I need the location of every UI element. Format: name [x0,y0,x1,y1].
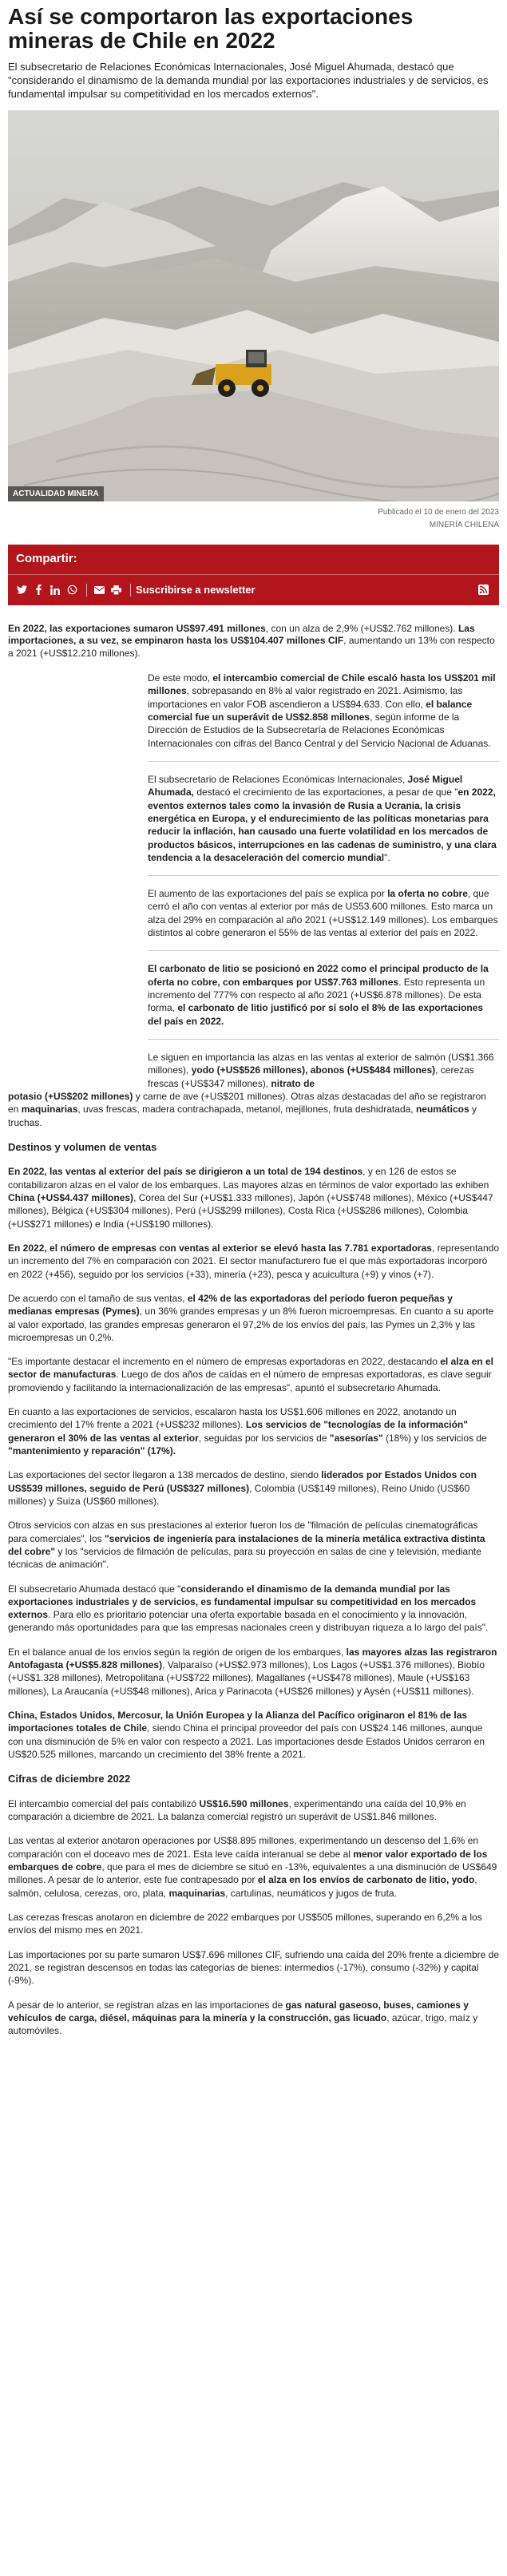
divider [148,761,499,762]
twitter-icon[interactable] [14,583,29,597]
share-toolbar [8,575,499,605]
body-column-block [8,672,499,1090]
image-caption: ACTUALIDAD MINERA [8,486,104,502]
toolbar-separator [86,584,87,596]
paragraph: potasio (+US$202 millones) y carne de ave (+US$201 millones). Otras alzas destacadas del año se registraron en maquinarias, uvas frescas, madera contrachapada, metanol, mejillones, fruta deshidratada, neumáticos y truchas. [8,1090,486,1128]
paragraph: El subsecretario de Relaciones Económicas Internacionales, José Miguel Ahumada, destacó el crecimiento de las exportaciones, a pesar de que "en 2022, eventos externos tales como la invasión de Rusia a Ucrania, la crisis energética en Europa, y el endurecimiento de las políticas monetarias para reducir la inflación, han causado una fuerte volatilidad en los mercados de productos básicos, interrupciones en las cadenas de suministro, y una clara tendencia a la desaceleración del comercio mundial". [148,773,497,863]
share-title: Compartir: [8,545,499,574]
section-heading: Destinos y volumen de ventas [8,1140,157,1153]
paragraph: En 2022, las ventas al exterior del país se dirigieron a un total de 194 destinos, y en 126 de estos se contabilizaron alzas en el valor de los embarques. Las mayores alzas en términos de valor exportado las exhiben China (+US$4.437 millones), Corea del Sur (+US$1.333 millones), Japón (+US$748 millones), México (+US$447 millones), Bélgica (+US$304 millones), Perú (+US$299 millones), Costa Rica (+US$286 millones), Colombia (+US$271 millones) e India (+US$190 millones). [8,1166,493,1230]
article-lede: El subsecretario de Relaciones Económicas Internacionales, José Miguel Ahumada, destacó que "considerando el dinamismo de la demanda mundial por las exportaciones industriales y de servicios, es fundamental impulsar su competitividad en los mercados externos". [8,61,489,100]
toolbar-separator [130,584,131,596]
paragraph: "Es importante destacar el incremento en el número de empresas exportadoras en 2022, destacando el alza en el sector de manufacturas. Luego de dos años de caídas en el número de empresas exportadoras, es clave seguir promoviendo y facilitando la internacionalización de las empresas", apuntó el subsecretario Ahumada. [8,1356,493,1393]
mining-landscape-image [8,110,499,501]
paragraph: En el balance anual de los envíos según la región de origen de los embarques, las mayores alzas las registraron Antofagasta (+US$5.828 millones), Valparaíso (+US$2.973 millones), Los Lagos (+US$1.376 millones), Biobío (+US$1.328 millones), Metropolitana (+US$722 millones), Magallanes (+US$478 millones), Maule (+US$163 millones), La Araucanía (+US$48 millones), Arica y Parinacota (+US$26 millones) y Aysén (+US$11 millones). [8,1646,497,1697]
print-icon[interactable] [109,583,123,597]
subscribe-newsletter-link[interactable]: Suscribirse a newsletter [136,583,255,596]
whatsapp-icon[interactable] [65,583,79,597]
source-label: MINERÍA CHILENA [429,521,499,530]
publish-date: Publicado el 10 de enero del 2023 [378,508,499,517]
column-spacer [8,672,148,1090]
paragraph: El aumento de las exportaciones del país se explica por la oferta no cobre, que cerró el año con ventas al exterior por más de US53.600 millones. Esto marca un alza del 29% en comparación al año 2021 (+US$12.149 millones). Los embarques distintos al cobre generaron el 55% de las ventas al exterior del país en 2022. [148,888,498,939]
paragraph: Las importaciones por su parte sumaron US$7.696 millones CIF, sufriendo una caída del 20% frente a diciembre de 2021, se registran descensos en todas las categorías de bienes: intermedios (-17%), consumo (-32%) y capital (-9%). [8,1948,500,1987]
section-heading: Cifras de diciembre 2022 [8,1773,131,1785]
facebook-icon[interactable] [31,583,46,597]
paragraph: Las exportaciones del sector llegaron a 138 mercados de destino, siendo liderados por Estados Unidos con US$539 millones, seguido de Perú (US$327 millones), Colombia (US$149 millones), Reino Unido (US$60 millones) y Suiza (US$60 millones). [8,1469,477,1507]
linkedin-icon[interactable] [48,583,62,597]
paragraph: El subsecretario Ahumada destacó que "considerando el dinamismo de la demanda mundial por las exportaciones industriales y de servicios, es fundamental impulsar su competitividad en los mercados externos. Para ello es prioritario potenciar una oferta exportable basada en el conocimiento y la innovación, generando más oportunidades para que las empresas nacionales creen y distribuyan riqueza a lo largo del país". [8,1583,489,1634]
share-panel [8,545,499,604]
paragraph: El carbonato de litio se posicionó en 2022 como el principal producto de la oferta no cobre, con embarques por US$7.763 millones. Esto representa un incremento del 777% con respecto al año 2021 (+US$6.878 millones). De esta forma, el carbonato de litio justificó por sí solo el 8% de las exportaciones del país en 2022. [148,963,489,1027]
article-body [8,1090,499,2038]
paragraph: De este modo, el intercambio comercial de Chile escaló hasta los US$201 mil millones, sobrepasando en 8% al valor registrado en 2021. Asimismo, las importaciones en valor FOB ascendieron a US$94.633. Con ello, el balance comercial fue un superávit de US$2.858 millones, según informe de la Dirección de Estudios de la Subsecretaría de Relaciones Económicas Internacionales con cifras del Banco Central y del Servicio Nacional de Aduanas. [148,672,496,749]
rss-icon[interactable] [476,583,490,597]
paragraph: En 2022, el número de empresas con ventas al exterior se elevó hasta las 7.781 exportadoras, representando un incremento del 7% en comparación con 2021. El sector manufacturero fue el que más exportadoras incorporó en 2022 (+456), seguido por los servicios (+33), minería (+23), pesca y acuicultura (+9) y vinos (+7). [8,1242,499,1280]
paragraph: Las cerezas frescas anotaron en diciembre de 2022 embarques por US$505 millones, superando en 6,2% a los envíos del mismo mes en 2021. [8,1911,482,1936]
paragraph: En cuanto a las exportaciones de servicios, escalaron hasta los US$1.606 millones en 2022, anotando un crecimiento del 17% frente a 2021 (+US$232 millones). Los servicios de "tecnologías de la información" generaron el 30% de las ventas al exterior, seguidas por los servicios de "asesorías" (18%) y los servicios de "mantenimiento y reparación" (17%). [8,1406,487,1456]
paragraph: A pesar de lo anterior, se registran alzas en las importaciones de gas natural gaseoso, buses, camiones y vehículos de carga, diésel, máquinas para la minería y la construcción, gas licuado, azúcar, trigo, maíz y automóviles. [8,1999,478,2037]
paragraph: El intercambio comercial del país contabilizó US$16.590 millones, experimentando una caída del 10,9% en comparación a diciembre de 2021. La balanza comercial registró un superávit de US$1.846 millones. [8,1797,466,1823]
article-photo [8,110,499,501]
divider [148,950,499,951]
paragraph: Le siguen en importancia las alzas en las ventas al exterior de salmón (US$1.366 millones), yodo (+US$526 millones), abonos (+US$484 millones), cerezas frescas (+US$347 millones), nitrato de [148,1051,494,1089]
paragraph: De acuerdo con el tamaño de sus ventas, el 42% de las exportadoras del período fueron pequeñas y medianas empresas (Pymes), un 36% grandes empresas y un 8% fueron microempresas. En cuanto a su aporte al valor exportado, las grandes empresas generaron el 97,2% de los envíos del país, las Pymes un 2,3% y las microempresas un 0,2%. [8,1292,494,1343]
paragraph: China, Estados Unidos, Mercosur, la Unión Europea y la Alianza del Pacífico originaron el 81% de las importaciones totales de Chile, siendo China el principal proveedor del país con US$24.146 millones, aunque con una disminución de 5% en valor con respecto a 2021. Las importaciones desde Estados Unidos cerraron en US$20.525 millones, marcando un crecimiento del 38% frente a 2021. [8,1710,485,1760]
email-icon[interactable] [92,583,106,597]
body-column [148,672,499,1090]
divider [148,1039,499,1040]
paragraph: Otros servicios con alzas en sus prestaciones al exterior fueron los de "filmación de películas cinematográficas para comerciales", los "servicios de ingeniería para instalaciones de la minería metálica extractiva distinta del cobre" y los "servicios de filmación de películas, para su proyección en salas de cine y televisión, mediante técnicas de animación". [8,1520,485,1571]
paragraph: Las ventas al exterior anotaron operaciones por US$8.895 millones, experimentando un descenso del 1,6% en comparación con el doceavo mes de 2021. Esta leve caída interanual se debe al menor valor exportado de los embarques de cobre, que para el mes de diciembre se situó en -13%, equivalentes a una disminución de US$649 millones. A pesar de lo anterior, este fue contrapesado por el alza en los envíos de carbonato de litio, yodo, salmón, celulosa, cerezas, oro, plata, maquinarias, cartulinas, neumáticos y jugos de fruta. [8,1835,497,1899]
article-title: Así se comportaron las exportaciones mineras de Chile en 2022 [8,4,414,54]
article-meta [8,506,499,532]
intro-paragraph: En 2022, las exportaciones sumaron US$97.491 millones, con un alza de 2,9% (+US$2.762 millones). Las importaciones, a su vez, se empinaron hasta los US$104.407 millones CIF, aumentando un 13% con respecto a 2021 (+US$12.210 millones). [8,622,495,660]
divider [148,875,499,876]
